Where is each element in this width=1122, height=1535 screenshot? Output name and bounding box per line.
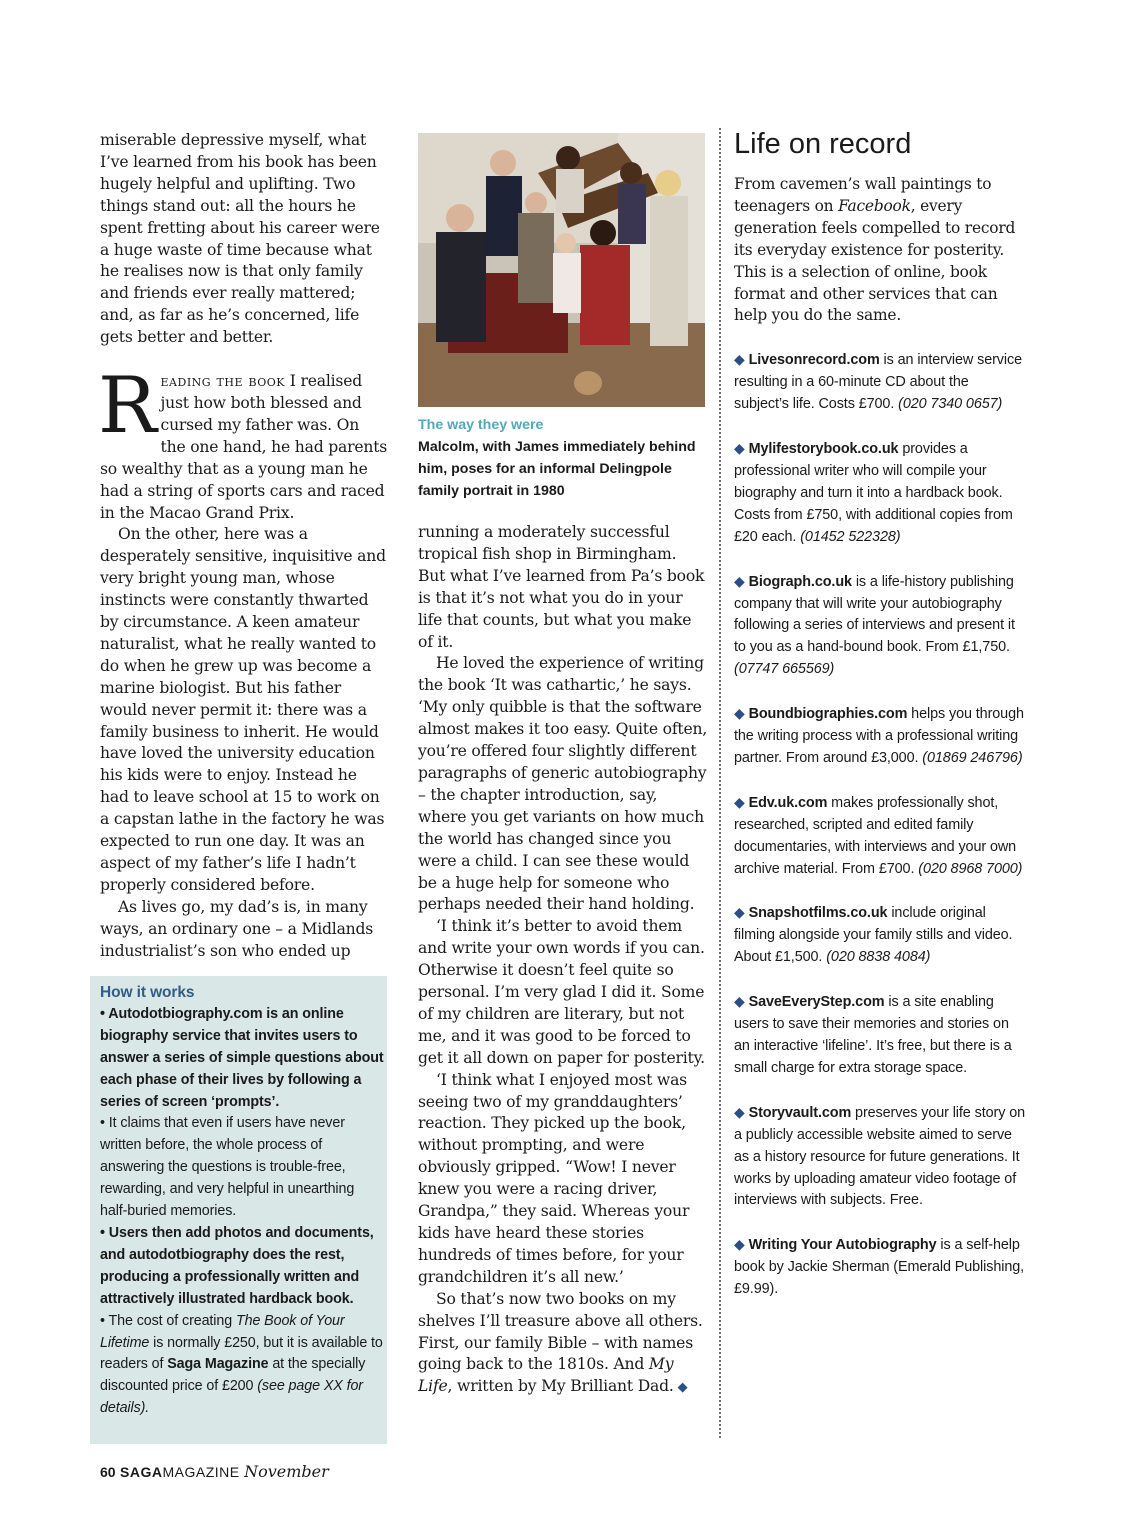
service-entry bbox=[734, 1102, 1026, 1213]
intro-text: , every generation feels compelled to record its everyday existence for posterity. This is a selection of online, book format and other services that can help you do the same. bbox=[734, 196, 1016, 325]
article-paragraph-final bbox=[418, 1289, 708, 1400]
bullet-text: is normally £250, but it is available to readers of bbox=[100, 1334, 383, 1373]
service-name: Livesonrecord.com bbox=[748, 352, 880, 369]
how-it-works-bullet: • It claims that even if users have never written before, the whole process of answering the questions is trouble-free, rewarding, and very helpful in unearthing half-buried memories. bbox=[100, 1115, 355, 1220]
intro-text: From cavemen’s wall paintings to teenagers on bbox=[734, 175, 992, 215]
bullet-diamond-icon: ◆ bbox=[734, 351, 745, 368]
service-entry bbox=[734, 991, 1026, 1080]
article-paragraph: ‘I think it’s better to avoid them and write your own words if you can. Otherwise it doesn’t feel quite so personal. I’m very glad I did it. Some of my children are literary, but not me, and it was good to be forced to get it all down on paper for posterity. bbox=[418, 917, 705, 1067]
article-paragraph: As lives go, my dad’s is, in many ways, an ordinary one – a Midlands industrialist’s son who ended up bbox=[100, 897, 374, 960]
life-on-record-sidebar bbox=[734, 126, 1026, 1323]
service-name: Boundbiographies.com bbox=[748, 706, 908, 723]
family-portrait-illustration bbox=[418, 133, 705, 407]
photo-caption bbox=[418, 414, 713, 502]
bullet-diamond-icon: ◆ bbox=[734, 572, 745, 589]
service-phone: (020 8968 7000) bbox=[918, 860, 1023, 877]
service-description: preserves your life story on a publicly accessible website aimed to serve as a history resource for future generations. It works by uploading amateur video footage of interviews with subjects. Free. bbox=[734, 1104, 1025, 1209]
bullet-text: at the specially discounted price of £200 bbox=[100, 1356, 366, 1395]
end-of-article-mark: ◆ bbox=[677, 1380, 688, 1396]
service-entry bbox=[734, 349, 1026, 416]
saga-logo-text: SAGA bbox=[120, 1464, 163, 1480]
caption-title: The way they were bbox=[418, 417, 544, 433]
article-paragraph: On the other, here was a desperately sensitive, inquisitive and very bright young man, whose instincts were constantly thwarted by circumstance. A keen amateur naturalist, what he really wanted to do when he grew up was become a marine biologist. But his father would never permit it: there was a family business to inherit. He would have loved the university education his kids were to enjoy. Instead he had to leave school at 15 to work on a capstan lathe in the factory he was expected to run one day. It was an aspect of my father’s life I hadn’t properly considered before. bbox=[100, 525, 386, 894]
article-column-1 bbox=[100, 130, 388, 963]
service-phone: (01452 522328) bbox=[800, 528, 901, 545]
article-paragraph: ‘I think what I enjoyed most was seeing two of my granddaughters’ reaction. They picked up the book, without prompting, and were obviously gripped. “Wow! I never knew you were a racing driver, Grandpa,” they said. Whereas your kids have heard these stories hundreds of times before, for your grandchildren it’s all new.’ bbox=[418, 1070, 690, 1286]
bullet-diamond-icon: ◆ bbox=[734, 705, 745, 722]
paragraph-text: I realised just how both blessed and cursed my father was. On the one hand, he had parents so wealthy that as a young man he had a string of sports cars and raced in the Macao Grand Prix. bbox=[100, 372, 388, 522]
service-list bbox=[734, 349, 1026, 1301]
drop-cap: R bbox=[98, 361, 157, 452]
service-name: Writing Your Autobiography bbox=[748, 1237, 937, 1254]
book-title: My Life bbox=[418, 1355, 674, 1396]
article-paragraph: running a moderately successful tropical fish shop in Birmingham. But what I’ve learned from Pa’s book is that it’s not what you do in your life that counts, but what you make of it. bbox=[418, 523, 705, 651]
service-description: makes professionally shot, researched, scripted and edited family documentaries, with interviews and your own archive material. From £700. bbox=[734, 794, 1017, 877]
service-description: is a site enabling users to save their memories and stories on an interactive ‘lifeline’. It’s free, but there is a small charge for extra storage space. bbox=[734, 994, 1012, 1076]
service-phone: (01869 246796) bbox=[922, 749, 1023, 766]
service-entry bbox=[734, 902, 1026, 969]
service-name: Storyvault.com bbox=[748, 1104, 852, 1121]
service-entry bbox=[734, 1234, 1026, 1301]
bullet-diamond-icon: ◆ bbox=[734, 993, 745, 1010]
service-phone: (07747 665569) bbox=[734, 661, 835, 678]
service-description: helps you through the writing process with a professional writing partner. From around £3,000. bbox=[734, 706, 1024, 766]
column-divider bbox=[719, 128, 721, 1438]
facebook-name: Facebook bbox=[838, 196, 911, 215]
book-title: The Book of Your Lifetime bbox=[100, 1312, 345, 1351]
how-it-works-bullet: • Autodotbiography.com is an online biography service that invites users to answer a series of simple questions about each phase of their lives by following a series of screen ‘prompts’. bbox=[100, 1005, 384, 1110]
bullet-diamond-icon: ◆ bbox=[734, 904, 745, 921]
page-footer bbox=[100, 1462, 329, 1481]
bullet-text: • The cost of creating bbox=[100, 1312, 236, 1329]
issue-month: November bbox=[244, 1462, 329, 1481]
paragraph-text: So that’s now two books on my shelves I’ll treasure above all others. First, our family Bible – with names going back to the 1810s. And bbox=[418, 1289, 703, 1374]
article-column-2 bbox=[418, 522, 708, 1399]
how-it-works-title: How it works bbox=[100, 984, 195, 1001]
article-paragraph: He loved the experience of writing the book ‘It was cathartic,’ he says. ‘My only quibble is that the software almost makes it too easy. Quite often, you’re offered four slightly different paragraphs of generic autobiography – the chapter introduction, say, where you get variants on how much the world has changed since you were a child. I can see these would be a huge help for someone who perhaps needed their hand holding. bbox=[418, 654, 708, 914]
page-number: 60 bbox=[100, 1464, 116, 1480]
service-name: SaveEveryStep.com bbox=[748, 994, 885, 1011]
page-reference: (see page XX for details). bbox=[100, 1378, 363, 1417]
how-it-works-bullet: • Users then add photos and documents, and autodotbiography does the rest, producing a professionally written and attractively illustrated hardback book. bbox=[100, 1224, 374, 1307]
service-entry bbox=[734, 571, 1026, 682]
lead-in-smallcaps: eading the book bbox=[160, 372, 285, 391]
service-description: provides a professional writer who will compile your biography and turn it into a hardback book. Costs from £750, with additional copies from £20 each. bbox=[734, 441, 1013, 545]
service-description: is a self-help book by Jackie Sherman (Emerald Publishing, £9.99). bbox=[734, 1237, 1025, 1298]
service-name: Mylifestorybook.co.uk bbox=[748, 441, 899, 458]
article-paragraph: miserable depressive myself, what I’ve learned from his book has been hugely helpful and uplifting. Two things stand out: all the hours he spent fretting about his career were a huge waste of time because what he realises now is that only family and friends ever really mattered; and, as far as he’s concerned, life gets better and better. bbox=[100, 131, 380, 347]
bullet-diamond-icon: ◆ bbox=[734, 1103, 745, 1120]
service-description: is a life-history publishing company that will write your autobiography following a series of interviews and present it to you as a hand-bound book. From £1,750. bbox=[734, 573, 1015, 656]
article-paragraph-dropcap bbox=[98, 361, 388, 524]
service-entry bbox=[734, 703, 1026, 770]
service-phone: (020 8838 4084) bbox=[826, 949, 931, 966]
how-it-works-box bbox=[90, 976, 387, 1444]
service-entry bbox=[734, 438, 1026, 549]
service-name: Biograph.co.uk bbox=[748, 573, 852, 590]
sidebar-intro bbox=[734, 174, 1026, 327]
service-description: include original filming alongside your family stills and video. About £1,500. bbox=[734, 905, 1013, 966]
service-entry bbox=[734, 792, 1026, 881]
bullet-diamond-icon: ◆ bbox=[734, 1236, 745, 1253]
paragraph-text: , written by My Brilliant Dad. bbox=[447, 1377, 674, 1396]
sidebar-title: Life on record bbox=[734, 128, 912, 160]
service-phone: (020 7340 0657) bbox=[898, 396, 1003, 413]
service-name: Snapshotfilms.co.uk bbox=[748, 905, 888, 922]
service-name: Edv.uk.com bbox=[748, 794, 828, 811]
magazine-logo-text: MAGAZINE bbox=[162, 1464, 240, 1480]
how-it-works-bullet bbox=[100, 1311, 385, 1421]
family-portrait-photo bbox=[418, 133, 705, 407]
bullet-diamond-icon: ◆ bbox=[734, 793, 745, 810]
service-description: is an interview service resulting in a 60-minute CD about the subject’s life. Costs £700. bbox=[734, 352, 1022, 413]
bullet-diamond-icon: ◆ bbox=[734, 440, 745, 457]
magazine-name: Saga Magazine bbox=[167, 1356, 269, 1373]
caption-text: Malcolm, with James immediately behind him, poses for an informal Delingpole family portrait in 1980 bbox=[418, 439, 696, 499]
